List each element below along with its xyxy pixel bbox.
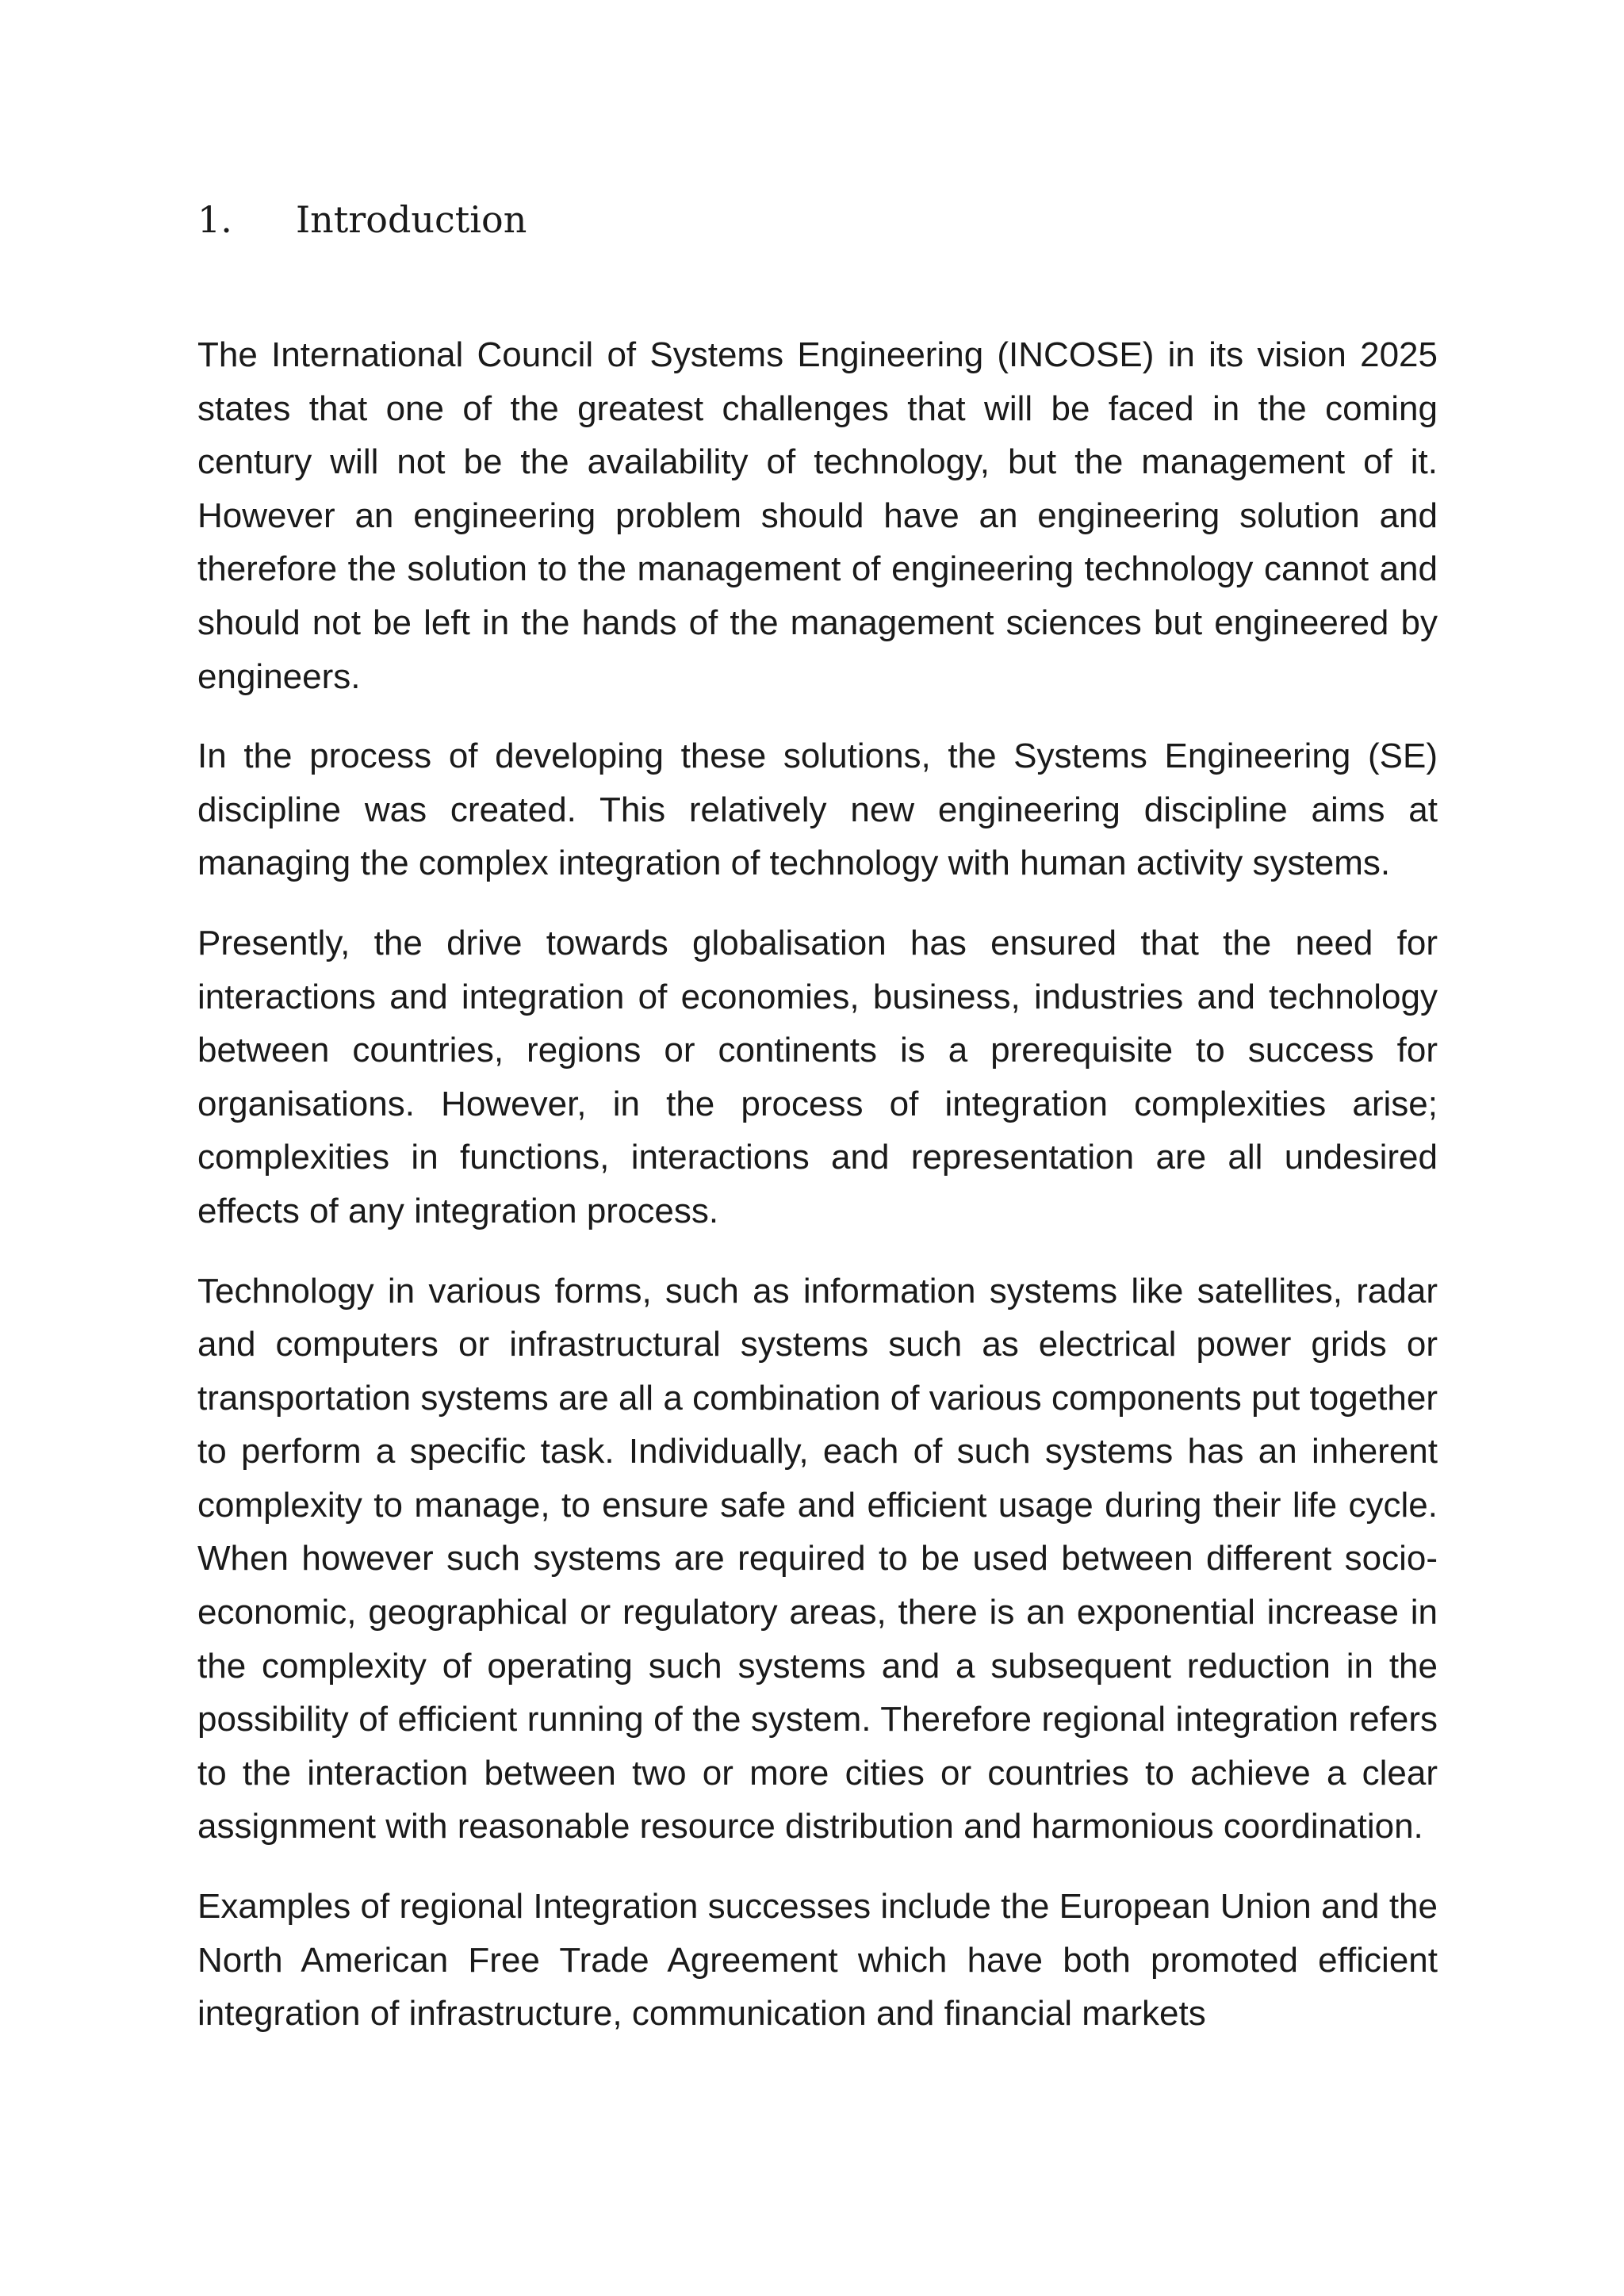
section-heading — [197, 190, 527, 249]
body-text — [197, 328, 1438, 2067]
section-title: Introduction — [296, 198, 527, 241]
paragraph-technology-systems: Technology in various forms, such as information systems like satellites, radar and computers or infrastructural systems such as electrical power grids or transportation systems are all a combination of various components put together to perform a specific task. Individually, each of such systems has an inherent complexity to manage, to ensure safe and efficient usage during their life cycle. When however such systems are required to be used between different socio-economic, geographical or regulatory areas, there is an exponential increase in the complexity of operating such systems and a subsequent reduction in the possibility of efficient running of the system. Therefore regional integration refers to the interaction between two or more cities or countries to achieve a clear assignment with reasonable resource distribution and harmonious coordination. — [197, 1271, 1438, 1846]
paragraph-incose-vision: The International Council of Systems Engineering (INCOSE) in its vision 2025 states that one of the greatest challenges that will be faced in the coming century will not be the availability of technology, but the management of it. However an engineering problem should have an engineering solution and therefore the solution to the management of engineering technology cannot and should not be left in the hands of the management sciences but engineered by engineers. — [197, 335, 1438, 696]
paragraph-se-discipline: In the process of developing these solutions, the Systems Engineering (SE) discipline was created. This relatively new engineering discipline aims at managing the complex integration of technology with human activity systems. — [197, 737, 1438, 883]
paragraph-globalisation: Presently, the drive towards globalisation has ensured that the need for interactions and integration of economies, business, industries and technology between countries, regions or continents is a prerequisite to success for organisations. However, in the process of integration complexities arise; complexities in functions, interactions and representation are all undesired effects of any integration process. — [197, 923, 1438, 1230]
section-number: 1. — [197, 198, 232, 241]
paragraph-regional-integration-examples: Examples of regional Integration successes include the European Union and the North American Free Trade Agreement which have both promoted efficient integration of infrastructure, communication and financial markets — [197, 1887, 1438, 2034]
